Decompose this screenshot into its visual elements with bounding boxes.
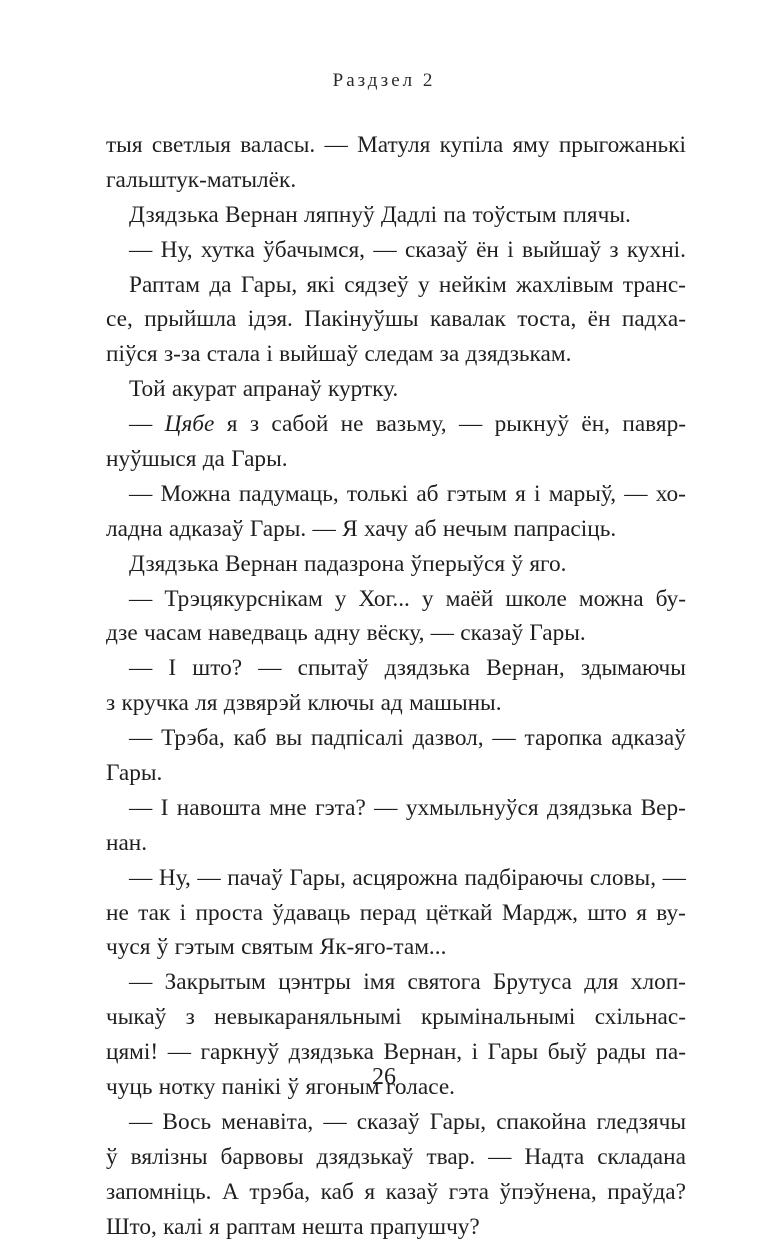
text-line: Дзядзька Вернан ляпнуў Дадлі па тоўстым плячы. [129,201,631,228]
text-line: не так і проста ўдаваць перад цёткай Мардж, што я ву- [106,899,686,926]
page-number: 26 [372,1064,396,1090]
text-line: ў вялізны барвовы дзядзькаў твар. — Надта складана [106,1143,686,1170]
running-head: Раздзел 2 [332,70,436,91]
text-line: — Закрытым цэнтры імя святога Брутуса для хлоп- [129,969,686,996]
text-line: гальштук-матылёк. [106,166,297,193]
text-line: Гары. [106,760,163,787]
text-line: — Ну, — пачаў Гары, асцярожна падбіраючы словы, — [129,864,686,891]
text-line: — Ну, хутка ўбачымся, — сказаў ён і выйшаў з кухні. [129,236,686,263]
text-line: нан. [106,829,148,856]
text-line: — Трэба, каб вы падпісалі дазвол, — таропка адказаў [129,725,686,752]
text-line: се, прыйшла ідэя. Пакінуўшы кавалак тоста, ён падха- [106,306,686,333]
text-line: Дзядзька Вернан падазрона ўперыўся ў яго. [129,550,567,577]
text-line: з кручка ля дзвярэй ключы ад машыны. [106,690,502,717]
text-line: тыя светлыя валасы. — Матуля купіла яму прыгожанькі [106,132,686,158]
text-line: Раптам да Гары, які сядзеў у нейкім жахлівым транс- [129,271,686,298]
text-line: піўся з-за стала і выйшаў следам за дзядзькам. [106,341,572,368]
text-line: — І што? — спытаў дзядзька Вернан, здымаючы [129,655,686,682]
text-line: чыкаў з невыкараняльнымі крымінальнымі схільнас- [106,1004,686,1031]
text-line: дзе часам наведваць адну вёску, — сказаў Гары. [106,620,586,647]
text-line: — Трэцякурснікам у Хог... у маёй школе можна бу- [129,585,686,612]
text-line: — Вось менавіта, — сказаў Гары, спакойна гледзячы [129,1108,686,1135]
text-line: чуся ў гэтым святым Як-яго-там... [106,934,447,961]
text-line: Той акурат апранаў куртку. [129,376,399,403]
text-line: — Цябе я з сабой не вазьму, — рыкнуў ён, павяр- [129,411,686,438]
text-line: Што, калі я раптам нешта прапушчу? [106,1213,480,1240]
text-line: нуўшыся да Гары. [106,446,288,473]
text-line: — Можна падумаць, толькі аб гэтым я і марыў, — хо- [129,480,686,507]
text-line: цямі! — гаркнуў дзядзька Вернан, і Гары быў рады па- [106,1039,686,1066]
text-line: чуць нотку панікі ў ягоным голасе. [106,1074,455,1101]
text-line: ладна адказаў Гары. — Я хачу аб нечым папрасіць. [106,515,617,542]
text-line: — І навошта мне гэта? — ухмыльнуўся дзядзька Вер- [129,794,686,821]
text-line: запомніць. А трэба, каб я казаў гэта ўпэўнена, праўда? [106,1178,686,1205]
